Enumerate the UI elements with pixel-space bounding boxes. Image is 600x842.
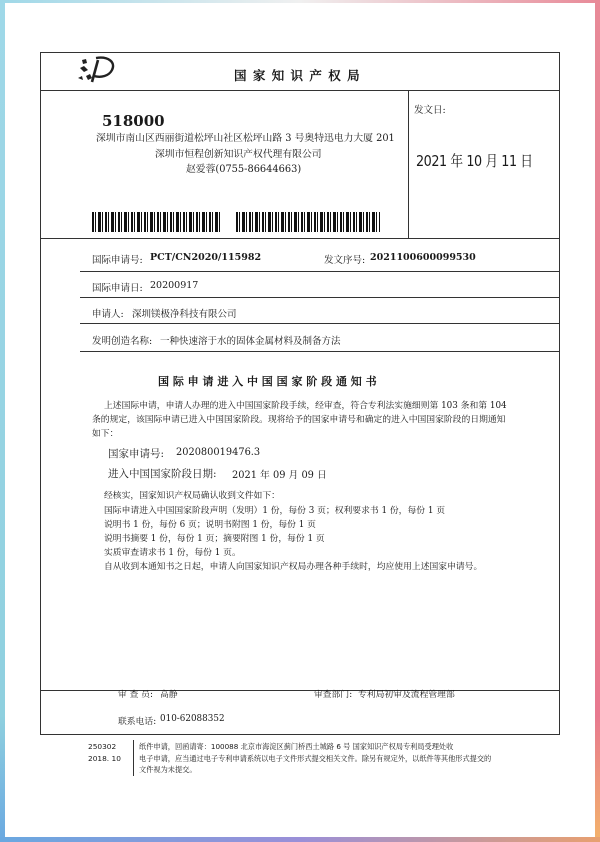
notice-title: 国 际 申 请 进 入 中 国 国 家 阶 段 通 知 书 bbox=[158, 375, 377, 388]
receipt-line: 说明书 1 份，每份 6 页；说明书附图 1 份，每份 1 页 bbox=[104, 520, 316, 530]
dispatch-date-label: 发文日: bbox=[414, 105, 446, 116]
national-app-no: 202080019476.3 bbox=[176, 447, 261, 458]
postal-code: 518000 bbox=[102, 112, 165, 130]
applicant: 深圳镁极净科技有限公司 bbox=[132, 309, 237, 320]
invention-title: 一种快速溶于水的固体金属材料及制备方法 bbox=[160, 336, 341, 347]
doc-serial-label: 发文序号: bbox=[324, 255, 366, 266]
phone-label: 联系电话: bbox=[118, 717, 157, 727]
intl-filing-date-label: 国际申请日: bbox=[92, 283, 143, 294]
footer-line: 文件视为未提交。 bbox=[139, 765, 197, 774]
receipt-line: 国际申请进入中国国家阶段声明（发明）1 份，每份 3 页；权利要求书 1 份，每份 1 页 bbox=[104, 506, 446, 516]
address-line: 深圳市南山区西丽街道松坪山社区松坪山路 3 号奥特迅电力大厦 201 bbox=[96, 133, 395, 144]
intl-filing-date: 20200917 bbox=[150, 280, 199, 291]
entry-date-label: 进入中国国家阶段日期: bbox=[108, 468, 217, 480]
agency-contact: 赵爱蓉(0755-86644663) bbox=[186, 164, 302, 175]
footer-line: 电子申请，应当通过电子专利申请系统以电子文件形式提交相关文件。除另有规定外，以纸件等其他形式提交的 bbox=[139, 754, 492, 763]
page-border-bottom bbox=[0, 837, 600, 842]
office-name: 国 家 知 识 产 权 局 bbox=[234, 68, 361, 83]
divider bbox=[40, 90, 560, 91]
divider bbox=[80, 351, 560, 352]
page-border-right bbox=[595, 0, 600, 842]
national-app-no-label: 国家申请号: bbox=[108, 448, 165, 460]
footer-code: 250302 bbox=[88, 742, 117, 751]
footer-line: 纸件申请，回函请寄：100088 北京市海淀区蓟门桥西土城路 6 号 国家知识产权局专利局受理处收 bbox=[139, 742, 454, 751]
paragraph-line: 条的规定，该国际申请已进入中国国家阶段。现将给予的国家申请号和确定的进入中国国家阶段的日期通知 bbox=[92, 415, 506, 425]
doc-serial: 2021100600099530 bbox=[370, 252, 476, 263]
barcode-left bbox=[92, 212, 220, 232]
invention-title-label: 发明创造名称: bbox=[92, 336, 153, 347]
paragraph-line: 上述国际申请，申请人办理的进入中国国家阶段手续，经审查，符合专利法实施细则第 103 条和第 104 bbox=[104, 401, 507, 411]
examiner: 高静 bbox=[160, 690, 178, 700]
divider bbox=[80, 297, 560, 298]
barcode-right bbox=[236, 212, 380, 232]
applicant-label: 申请人: bbox=[92, 309, 124, 320]
divider bbox=[80, 271, 560, 272]
footer-code: 2018. 10 bbox=[88, 754, 121, 763]
divider bbox=[80, 323, 560, 324]
receipt-line: 自从收到本通知书之日起，申请人向国家知识产权局办理各种手续时，均应使用上述国家申请号。 bbox=[104, 562, 483, 572]
phone: 010-62088352 bbox=[160, 714, 225, 724]
divider bbox=[40, 238, 560, 239]
receipt-line: 经核实，国家知识产权局确认收到文件如下： bbox=[104, 491, 280, 501]
page-border-left bbox=[0, 0, 5, 842]
receipt-line: 说明书摘要 1 份，每份 1 页；摘要附图 1 份，每份 1 页 bbox=[104, 534, 325, 544]
divider bbox=[408, 90, 409, 238]
page-border-top bbox=[0, 0, 600, 3]
dispatch-date: 2021 年 10 月 11 日 bbox=[416, 152, 533, 170]
examiner-label: 审 查 员: bbox=[118, 690, 153, 700]
dept: 专利局初审及流程管理部 bbox=[358, 690, 455, 700]
receipt-line: 实质审查请求书 1 份，每份 1 页。 bbox=[104, 548, 241, 558]
intl-app-no-label: 国际申请号: bbox=[92, 255, 143, 266]
intl-app-no: PCT/CN2020/115982 bbox=[150, 252, 262, 263]
paragraph-line: 如下： bbox=[92, 429, 119, 439]
entry-date: 2021 年 09 月 09 日 bbox=[232, 470, 327, 481]
footer-divider bbox=[133, 740, 134, 776]
agency-name: 深圳市恒程创新知识产权代理有限公司 bbox=[155, 149, 322, 160]
dept-label: 审查部门: bbox=[314, 690, 353, 700]
